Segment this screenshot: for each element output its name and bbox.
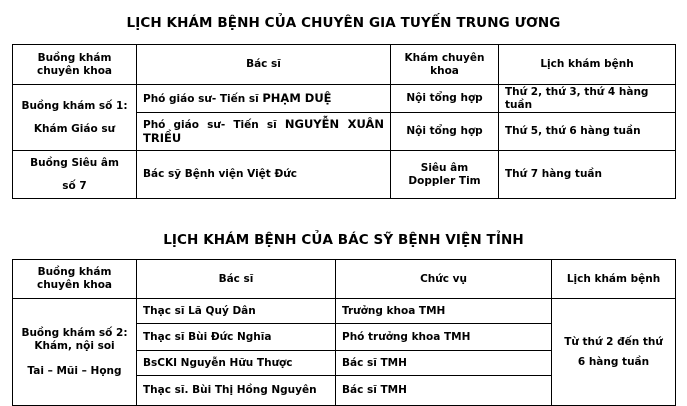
room-subtitle: Khám, nội soi [34,339,115,352]
table1-title: LỊCH KHÁM BỆNH CỦA CHUYÊN GIA TUYẾN TRUNG ƯƠNG [126,15,561,31]
room-subtitle: số 7 [62,179,87,192]
header-schedule: Lịch khám bệnh [552,260,676,299]
room-name: Buồng khám số 2: [21,326,128,339]
header-room: Buồng khám chuyên khoa [13,45,137,85]
doctor-title: Phó giáo sư- Tiến sĩ [143,92,259,105]
header-position: Chức vụ [336,260,552,299]
doctor-cell [137,85,391,113]
schedule-cell: Thứ 7 hàng tuần [499,151,676,199]
room-cell [13,299,137,406]
position-cell: Bác sĩ TMH [336,351,552,376]
header-doctor: Bác sĩ [137,45,391,85]
header-doctor: Bác sĩ [137,260,336,299]
hospital-schedule-table [12,259,676,406]
doctor-cell: BsCKI Nguyễn Hữu Thược [137,351,336,376]
header-schedule: Lịch khám bệnh [499,45,676,85]
room-name: Buồng Siêu âm [30,156,119,169]
header-room: Buồng khám chuyên khoa [13,260,137,299]
expert-schedule-table [12,44,676,199]
doctor-cell: Bác sỹ Bệnh viện Việt Đức [137,151,391,199]
position-cell: Phó trưởng khoa TMH [336,324,552,351]
specialty-cell: Nội tổng hợp [391,85,499,113]
room-cell [13,151,137,199]
doctor-cell [137,113,391,151]
schedule-cell: Thứ 2, thứ 3, thứ 4 hàng tuần [499,85,676,113]
room-cell [13,85,137,151]
doctor-cell: Thạc sĩ Bùi Đức Nghĩa [137,324,336,351]
position-cell: Trưởng khoa TMH [336,299,552,324]
doctor-name: PHẠM DUỆ [262,90,332,105]
doctor-title: Phó giáo sư- Tiến sĩ [143,118,277,131]
room-subtitle: Khám Giáo sư [33,122,116,135]
room-name: Buồng khám số 1: [21,99,128,112]
table2-title: LỊCH KHÁM BỆNH CỦA BÁC SỸ BỆNH VIỆN TỈNH [163,232,524,248]
position-cell: Bác sĩ TMH [336,376,552,406]
schedule-cell: Thứ 5, thứ 6 hàng tuần [499,113,676,151]
doctor-cell: Thạc sĩ. Bùi Thị Hồng Nguyên [137,376,336,406]
schedule-cell: Từ thứ 2 đến thứ 6 hàng tuần [552,299,676,406]
specialty-cell: Siêu âm Doppler Tim [391,151,499,199]
specialty-cell: Nội tổng hợp [391,113,499,151]
doctor-name: NGUYỄN XUÂN TRIỀU [143,116,385,145]
room-specialty: Tai – Mũi – Họng [27,364,122,377]
header-specialty: Khám chuyên khoa [391,45,499,85]
doctor-cell: Thạc sĩ Lã Quý Dân [137,299,336,324]
